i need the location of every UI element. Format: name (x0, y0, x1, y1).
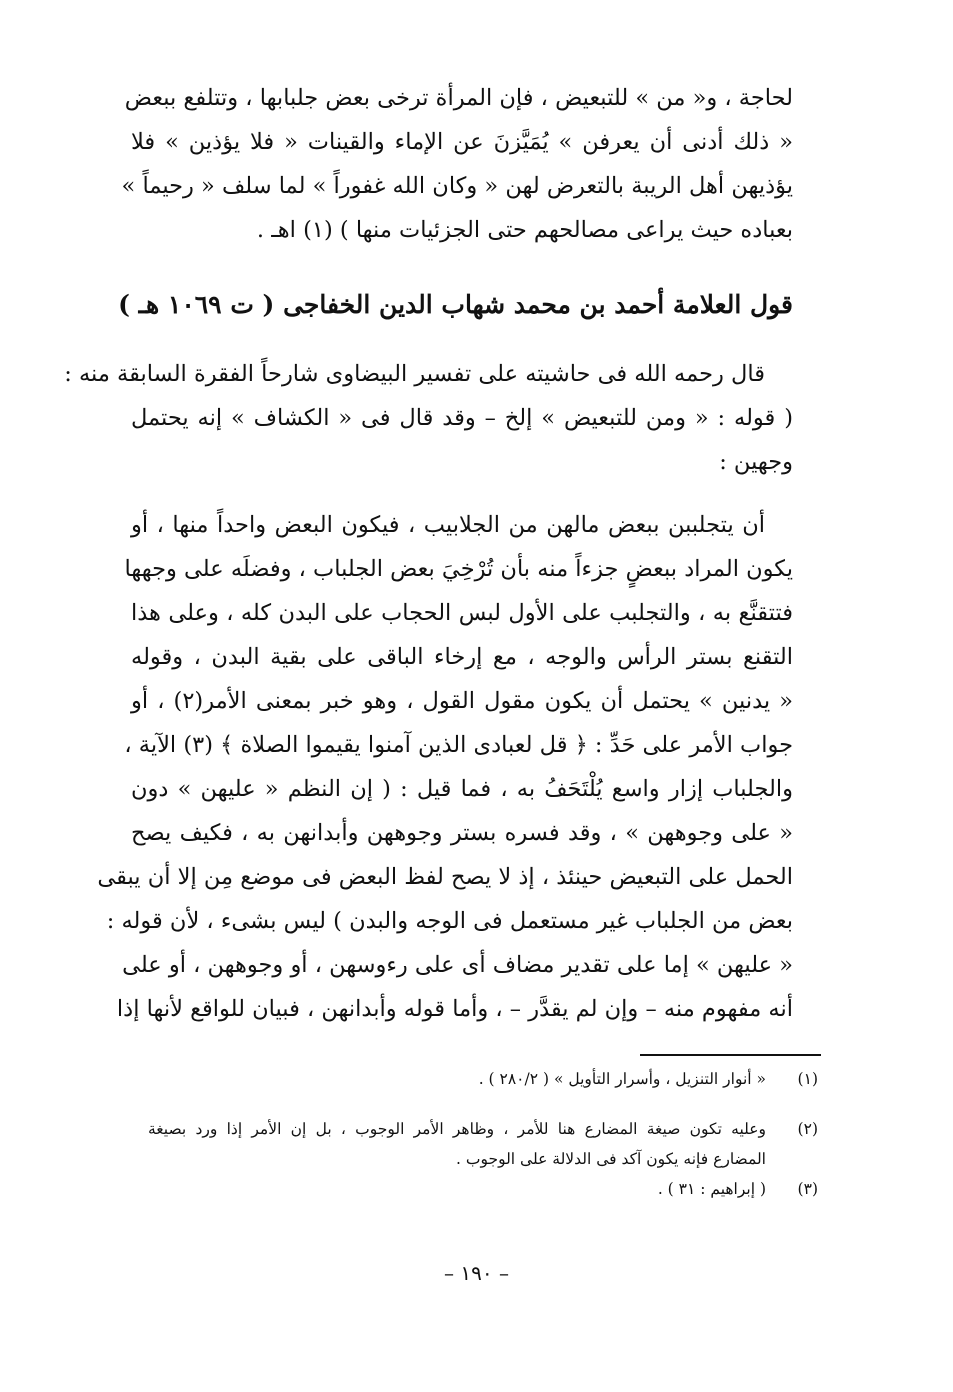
text-line: قال رحمه الله فى حاشيته على تفسير البيضاوى شارحاً الفقرة السابقة منه : (64, 361, 765, 387)
text-line: فتتقنَّع به ، والتجلبب على الأول لبس الحجاب على البدن كله ، وعلى هذا (131, 600, 793, 626)
footnote-text: ( إبراهيم : ٣١ ) . (657, 1180, 766, 1198)
text-line: الحمل على التبعيض حينئذ ، إذ لا يصح لفظ البعض فى موضع مِن إلا أن يبقى (97, 864, 793, 890)
page-number: – ١٩٠ – (444, 1261, 509, 1285)
footnote-divider (640, 1054, 821, 1056)
text-line: « ذلك أدنى أن يعرفن » يُمَيَّزنَ عن الإماء والقينات « فلا يؤذين » فلا (131, 129, 793, 155)
footnote-1 (148, 1064, 818, 1094)
text-line: والجلباب إزار واسع يُلْتَحَفُ به ، فما قيل : ( إن النظم « عليهن » دون (131, 776, 793, 802)
footnote-text: وعليه تكون صيغة المضارع هنا للأمر ، وظاهر الأمر الوجوب ، بل إن الأمر إذا ورد بصيغة (148, 1120, 766, 1138)
text-line: « يدنين » يحتمل أن يكون مقول القول ، وهو خبر بمعنى الأمر(٢) ، أو (131, 688, 793, 714)
footnote-text: المضارع فإنه يكون آكد فى الدلالة على الوجوب . (456, 1150, 766, 1168)
footnote-text: « أنوار التنزيل ، وأسرار التأويل » ( ٢٨٠/٢ ) . (478, 1070, 766, 1088)
text-line: أنه مفهوم منه – وإن لم يقدَّر – ، وأما قوله وأبدانهن ، فبيان للواقع لأنها إذا (116, 996, 793, 1022)
text-line: جواب الأمر على حَدِّ : ﴿ قل لعبادى الذين آمنوا يقيموا الصلاة ﴾ (٣) الآية ، (124, 732, 793, 758)
text-line: التقنع بستر الرأس والوجه ، مع إرخاء الباقى على بقية البدن ، وقوله (131, 644, 793, 670)
text-line: أن يتجلببن ببعض مالهن من الجلابيب ، فيكون البعض واحداً منها ، أو (131, 512, 765, 538)
text-line: لحاجة ، و« من » للتبعيض ، فإن المرأة ترخى بعض جلبابها ، وتتلفع ببعض (124, 85, 793, 111)
text-line: « على وجوههن » ، وقد فسره بستر وجوههن وأبدانهن به ، فكيف يصح (131, 820, 793, 846)
text-line: بعض من الجلباب غير مستعمل فى الوجه والبدن ) ليس بشىء ، لأن قوله : (106, 908, 793, 934)
text-line: يكون المراد ببعضٍ جزءاً منه بأن تُرْخِيَ بعض الجلباب ، وفضلَه على وجهها (124, 556, 793, 582)
text-line: يؤذيهن أهل الريبة بالتعرض لهن « وكان الله غفوراً » لما سلف « رحيماً » (121, 173, 793, 199)
section-heading: قول العلامة أحمد بن محمد شهاب الدين الخفاجى ( ت ١٠٦٩ هـ ) (118, 290, 793, 319)
footnote-number: (٣) (797, 1180, 818, 1198)
paragraph-1 (121, 76, 793, 252)
footnotes (148, 1064, 818, 1204)
footnote-number: (١) (797, 1070, 818, 1088)
text-line: ( قوله : « ومن للتبعيض » إلخ – وقد قال فى « الكشاف » إنه يحتمل (131, 405, 793, 431)
text-line: « عليهن » إما على تقدير مضاف أى على رءوسهن ، أو وجوههن ، أو على (122, 952, 793, 978)
footnote-number: (٢) (797, 1120, 818, 1138)
footnote-3 (148, 1174, 818, 1204)
footnote-2 (148, 1114, 818, 1174)
text-line: وجهين : (719, 449, 793, 475)
paragraph-2 (64, 352, 793, 484)
text-line: بعباده حيث يراعى مصالحهم حتى الجزئيات منها ) (١) اهـ . (256, 217, 793, 243)
paragraph-3 (97, 503, 793, 1031)
